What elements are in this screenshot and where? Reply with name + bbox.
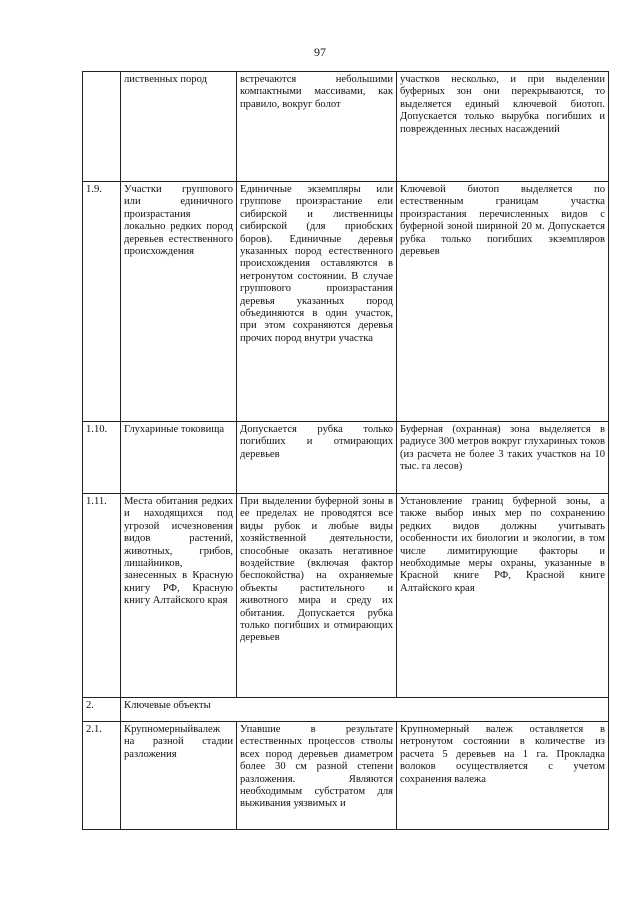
section-number: 2. (83, 698, 121, 722)
table-row (83, 494, 609, 698)
table-row (83, 72, 609, 182)
table-row (83, 422, 609, 494)
object-description: встречаются небольшими компактными массивами, как правило, вокруг болот (237, 72, 397, 182)
object-name: Крупномерныйвалеж на разной стадии разложения (121, 722, 237, 830)
row-number: 1.10. (83, 422, 121, 494)
object-description: Единичные экземпляры или группове произрастание ели сибирской и лиственницы сибирской (для приобских боров). Единичные деревья указанных пород естественного происхождения оставляются в нетронутом состоянии. В случае группового произрастания деревья указанных пород объединяются в один участок, при этом сохраняются деревья прочих пород внутри участка (237, 182, 397, 422)
object-name: Места обитания редких и находящихся под угрозой исчезновения видов растений, животных, грибов, лишайников, занесенных в Красную книгу РФ, Красную книгу Алтайского края (121, 494, 237, 698)
object-description: Допускается рубка только погибших и отмирающих деревьев (237, 422, 397, 494)
row-number: 2.1. (83, 722, 121, 830)
row-number (83, 72, 121, 182)
object-requirements: Буферная (охранная) зона выделяется в радиусе 300 метров вокруг глухариных токов (из расчета не более 3 таких участков на 10 тыс. га лесов) (397, 422, 609, 494)
object-requirements: участков несколько, и при выделении буферных зон они перекрываются, то выделяется единый ключевой биотоп. Допускается только вырубка погибших и поврежденных лесных насаждений (397, 72, 609, 182)
biotope-table (82, 71, 609, 830)
table-row (83, 182, 609, 422)
object-requirements: Ключевой биотоп выделяется по естественным границам участка произрастания перечисленных видов с буферной зоной шириной 20 м. Допускается рубка только погибших экземпляров деревьев (397, 182, 609, 422)
row-number: 1.9. (83, 182, 121, 422)
object-description: При выделении буферной зоны в ее пределах не проводятся все виды рубок и любые виды хозяйственной деятельности, способные оказать негативное воздействие (включая фактор беспокойства) на охраняемые объекты растительного и животного мира и среду их обитания. Допускается рубка только погибших и отмирающих деревьев (237, 494, 397, 698)
table-row (83, 722, 609, 830)
object-description: Упавшие в результате естественных процессов стволы всех пород деревьев диаметром более 30 см разной степени разложения. Являются необходимым субстратом для выживания уязвимых и (237, 722, 397, 830)
section-title: Ключевые объекты (121, 698, 609, 722)
object-requirements: Крупномерный валеж оставляется в нетронутом состоянии в количестве из расчета 5 деревьев на 1 га. Прокладка волоков осуществляется с учетом сохранения валежа (397, 722, 609, 830)
object-name: Участки группового или единичного произрастания локально редких пород деревьев естественного происхождения (121, 182, 237, 422)
object-requirements: Установление границ буферной зоны, а также выбор иных мер по сохранению редких видов должны учитывать особенности их биологии и экологии, в том числе лимитирующие факторы и необходимые меры охраны, указанные в Красной книге РФ, Красной книге Алтайского края (397, 494, 609, 698)
page-number: 97 (314, 45, 326, 59)
row-number: 1.11. (83, 494, 121, 698)
object-name: Глухариные токовища (121, 422, 237, 494)
section-row (83, 698, 609, 722)
object-name: лиственных пород (121, 72, 237, 182)
